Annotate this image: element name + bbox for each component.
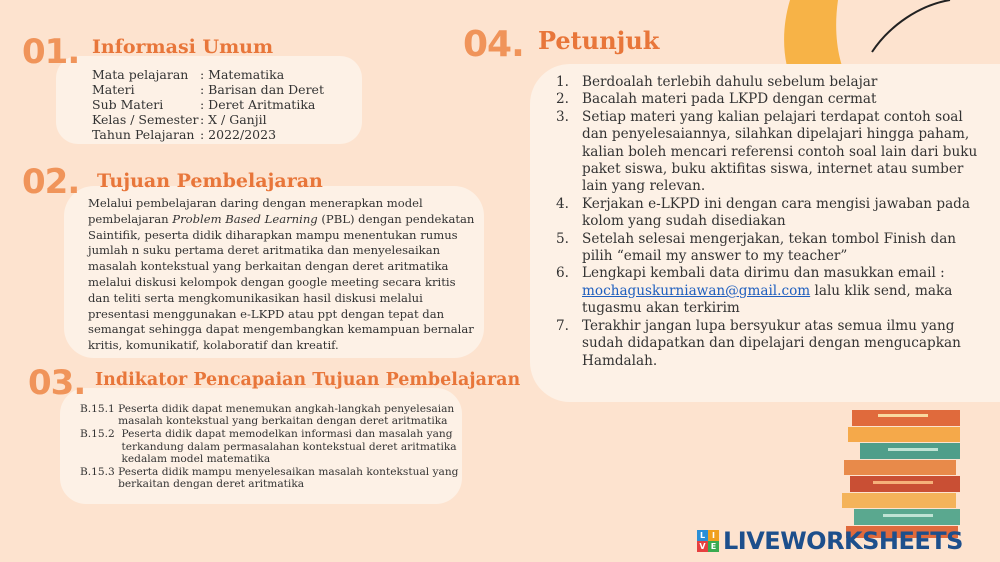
petunjuk-text: Terakhir jangan lupa bersyukur atas semua ilmu yang sudah didapatkan dan dipelajari dengan mengucapkan Hamdalah. — [582, 317, 961, 369]
info-value: : Matematika — [200, 67, 285, 82]
info-label: Tahun Pelajaran — [92, 127, 195, 142]
info-value: : Barisan dan Deret — [200, 82, 324, 97]
logo-mark-letter: E — [708, 541, 719, 552]
petunjuk-item — [556, 109, 981, 196]
logo-mark-letter: L — [697, 530, 708, 541]
info-row — [92, 67, 324, 82]
section-number-3: 03. — [28, 363, 86, 403]
section-number-2: 02. — [22, 162, 80, 202]
tujuan-model-italic: Problem Based Learning — [172, 211, 318, 226]
info-label: Mata pelajaran — [92, 67, 189, 82]
logo-mark-letter: V — [697, 541, 708, 552]
info-label: Materi — [92, 82, 135, 97]
logo-mark-icon — [697, 530, 719, 552]
petunjuk-number: 4. — [556, 195, 569, 212]
section-title-petunjuk: Petunjuk — [538, 26, 660, 55]
info-label: Sub Materi — [92, 97, 164, 112]
indikator-item — [80, 428, 460, 465]
petunjuk-list — [556, 74, 981, 370]
petunjuk-item — [556, 231, 981, 266]
book — [844, 460, 956, 475]
email-link[interactable]: mochaguskurniawan@gmail.com — [582, 282, 811, 299]
petunjuk-item — [556, 265, 981, 317]
info-value: : X / Ganjil — [200, 112, 267, 127]
petunjuk-text: Setelah selesai mengerjakan, tekan tombol Finish dan pilih “email my answer to my teacher” — [582, 230, 957, 265]
petunjuk-text-before-email: Lengkapi kembali data dirimu dan masukkan email : — [582, 265, 945, 282]
petunjuk-number: 7. — [556, 317, 569, 334]
info-value: : 2022/2023 — [200, 127, 277, 142]
liveworksheets-logo — [697, 527, 963, 555]
info-value: : Deret Aritmatika — [200, 97, 316, 112]
book-spine-line — [878, 414, 928, 417]
logo-mark-letter: I — [708, 530, 719, 541]
info-row — [92, 82, 324, 97]
petunjuk-item — [556, 91, 981, 108]
info-row — [92, 97, 324, 112]
petunjuk-number: 5. — [556, 230, 569, 247]
petunjuk-text — [582, 265, 981, 317]
black-curve-decoration — [872, 0, 950, 52]
petunjuk-number: 6. — [556, 265, 569, 282]
tujuan-paragraph — [88, 196, 480, 354]
section-title-informasi: Informasi Umum — [92, 36, 274, 58]
petunjuk-item — [556, 74, 981, 91]
indikator-item — [80, 466, 460, 490]
indikator-list — [80, 403, 460, 491]
indikator-code: B.15.3 — [80, 466, 119, 479]
indikator-text: Peserta didik dapat menemukan angkah-langkah penyelesaian masalah kontekstual yang berkaitan dengan deret aritmatika — [118, 403, 455, 428]
book — [852, 410, 960, 426]
book-spine-line — [888, 448, 938, 451]
book-spine-line — [873, 481, 933, 484]
book-spine-line — [883, 514, 933, 517]
petunjuk-text: Kerjakan e-LKPD ini dengan cara mengisi jawaban pada kolom yang sudah disediakan — [582, 195, 970, 230]
indikator-text: Peserta didik dapat memodelkan informasi dan masalah yang terkandung dalam permasalahan kontekstual deret aritmatika kedalam model matematika — [121, 428, 457, 465]
indikator-code: B.15.2 — [80, 428, 122, 441]
books-stack-illustration — [838, 408, 978, 538]
section-number-1: 01. — [22, 32, 80, 72]
indikator-text: Peserta didik mampu menyelesaikan masalah kontekstual yang berkaitan dengan deret aritmatika — [118, 466, 459, 491]
petunjuk-text: Bacalah materi pada LKPD dengan cermat — [582, 91, 877, 108]
petunjuk-number: 1. — [556, 74, 569, 90]
book — [842, 493, 956, 508]
petunjuk-text: Setiap materi yang kalian pelajari terdapat contoh soal dan penyelesaiannya, silahkan dipelajari hingga paham, kalian boleh mencari referensi contoh soal lain dari buku paket siswa, buku aktifitas siswa, internet atau sumber lain yang relevan. — [582, 108, 978, 195]
tujuan-text-start: Melalui pembelajaran daring dengan menerapkan model pembelajaran — [88, 196, 423, 226]
book — [848, 427, 960, 442]
petunjuk-number: 3. — [556, 108, 569, 125]
tujuan-text-end: (PBL) dengan pendekatan Saintifik, peserta didik diharapkan mampu menentukan rumus jumlah n suku pertama deret aritmatika dan menyelesaikan masalah kontekstual yang berkaitan dengan deret aritmatika melalui diskusi kelompok dengan google meeting secara kritis dan teliti serta mengkomunikasikan hasil diskusi melalui presentasi menggunakan e-LKPD atau ppt dengan tepat dan semangat sehingga dapat mengembangkan kemampuan bernalar kritis, komunikatif, kolaboratif dan kreatif. — [88, 211, 475, 353]
info-row — [92, 112, 324, 127]
section-title-indikator: Indikator Pencapaian Tujuan Pembelajaran — [95, 370, 521, 390]
indikator-item — [80, 403, 460, 427]
petunjuk-text: Berdoalah terlebih dahulu sebelum belajar — [582, 74, 878, 90]
section-title-tujuan: Tujuan Pembelajaran — [97, 170, 323, 192]
petunjuk-number: 2. — [556, 91, 569, 108]
section-number-4: 04. — [463, 24, 524, 65]
info-table — [92, 67, 324, 142]
logo-text: LIVEWORKSHEETS — [723, 527, 963, 555]
petunjuk-item — [556, 318, 981, 370]
info-label: Kelas / Semester — [92, 112, 199, 127]
info-row — [92, 127, 324, 142]
petunjuk-text-after-email: lalu klik send, maka tugasmu akan terkirim — [582, 282, 953, 317]
petunjuk-item — [556, 196, 981, 231]
indikator-code: B.15.1 — [80, 403, 119, 415]
